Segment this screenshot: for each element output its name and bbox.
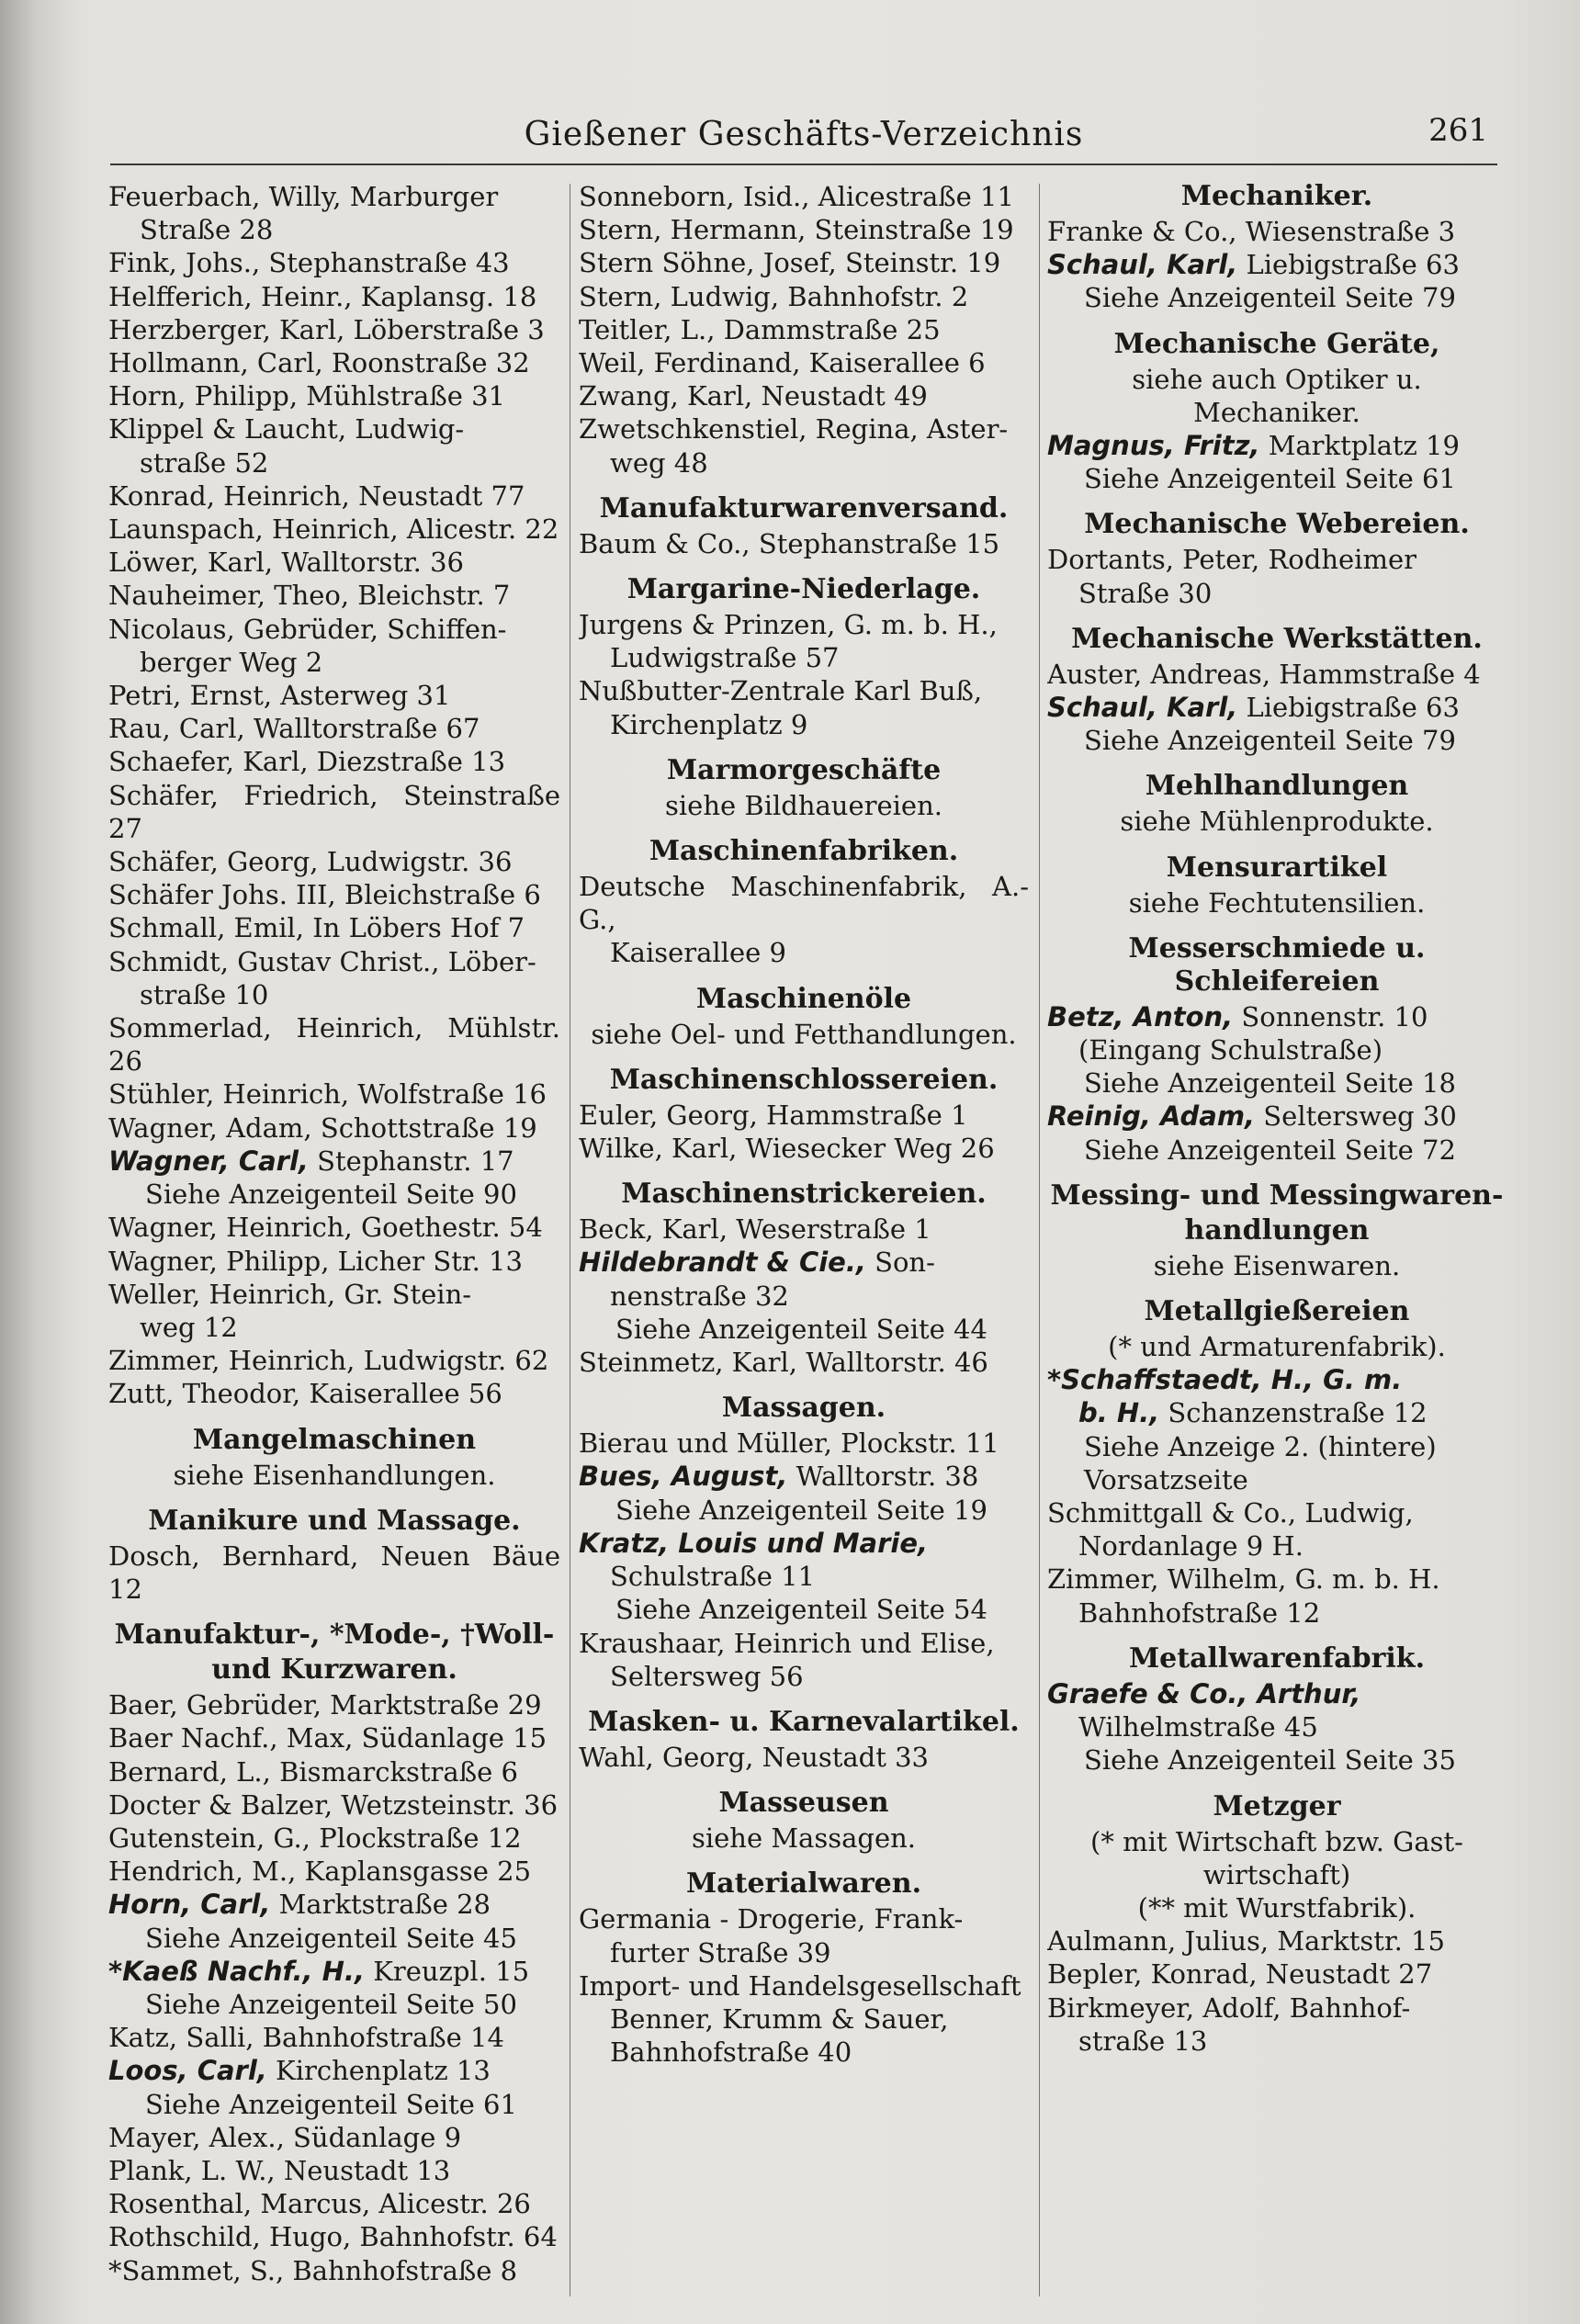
ad-reference: Siehe Anzeigenteil Seite 79: [1084, 725, 1456, 757]
section-heading: Manufakturwarenversand.: [599, 491, 1009, 525]
directory-entry: [108, 712, 560, 745]
entry-address: Schanzenstraße 12: [1168, 1397, 1428, 1429]
cross-reference-note: siehe Massagen.: [691, 1822, 917, 1855]
entry-address: Seltersweg 30: [1263, 1100, 1457, 1133]
entry-line: *Sammet, S., Bahnhofstraße 8: [108, 2254, 518, 2286]
directory-entry: [108, 1211, 560, 1244]
column-middle: [579, 180, 1029, 2293]
entry-name: Loos, Carl,: [108, 2055, 267, 2087]
directory-entry: [108, 878, 560, 911]
directory-entry: [108, 2021, 560, 2054]
section-heading: Masseusen: [718, 1787, 889, 1820]
ad-reference: Siehe Anzeigenteil Seite 61: [1084, 463, 1456, 495]
directory-entry-advertiser: [579, 1460, 1029, 1526]
section-heading: Massagen.: [721, 1392, 886, 1425]
directory-entry: [108, 1755, 560, 1788]
entry-line: Birkmeyer, Adolf, Bahnhof-: [1047, 1991, 1411, 2024]
directory-entry: [579, 1741, 1029, 1774]
directory-entry: [108, 579, 560, 612]
directory-entry-advertiser: [1047, 1677, 1507, 1777]
entry-line: Bepler, Konrad, Neustadt 27: [1047, 1958, 1433, 1991]
column-left: [108, 180, 560, 2293]
entry-line: Weller, Heinrich, Gr. Stein-: [108, 1278, 472, 1310]
entry-line: Wagner, Adam, Schottstraße 19: [108, 1111, 537, 1144]
ad-reference: Siehe Anzeigenteil Seite 35: [1084, 1744, 1456, 1777]
directory-entry: [108, 379, 560, 412]
entry-line: Hendrich, M., Kaplansgasse 25: [108, 1856, 532, 1888]
section-heading: Metzger: [1213, 1789, 1341, 1822]
entry-name: *Kaeß Nachf., H.,: [108, 1955, 365, 1987]
directory-entry: [1047, 1957, 1507, 1991]
section-heading: Masken- u. Karnevalartikel.: [588, 1705, 1020, 1738]
directory-entry: [579, 674, 1029, 740]
cross-reference-note: siehe Oel- und Fetthandlungen.: [591, 1018, 1017, 1050]
entry-line: Mayer, Alex., Südanlage 9: [108, 2121, 462, 2153]
directory-entry: [108, 1077, 560, 1111]
directory-entry-advertiser: [579, 1527, 1029, 1627]
entry-address: Liebigstraße 63: [1246, 249, 1460, 281]
ad-reference: Siehe Anzeigenteil Seite 54: [615, 1594, 988, 1626]
directory-entry-advertiser: [1047, 429, 1507, 495]
directory-entry: [108, 2187, 560, 2220]
entry-address: Schulstraße 11: [610, 1561, 816, 1593]
directory-entry: [579, 346, 1029, 379]
entry-line: Zutt, Theodor, Kaiserallee 56: [108, 1378, 502, 1410]
entry-line: Wahl, Georg, Neustadt 33: [579, 1741, 929, 1773]
entry-line: Stern Söhne, Josef, Steinstr. 19: [579, 247, 1001, 279]
entry-line: Zwetschkenstiel, Regina, Aster-: [579, 413, 1009, 446]
directory-entry: [108, 1344, 560, 1377]
directory-entry-advertiser: [1047, 1100, 1507, 1166]
column-divider: [1039, 184, 1040, 2296]
entry-address: Sonnenstr. 10: [1241, 1000, 1428, 1032]
entry-line: Dortants, Peter, Rodheimer: [1047, 544, 1416, 576]
cross-reference-note: siehe Bildhauereien.: [665, 789, 942, 821]
directory-entry: [108, 180, 560, 246]
entry-line-continued: Straße 30: [1078, 577, 1213, 609]
directory-entry-advertiser: [1047, 248, 1507, 314]
entry-line-continued: Bahnhofstraße 40: [610, 2036, 852, 2069]
entry-line: Nicolaus, Gebrüder, Schiffen-: [108, 613, 507, 645]
page-header: [110, 110, 1497, 165]
directory-entry-advertiser: [108, 1955, 560, 2021]
directory-entry: [579, 1427, 1029, 1460]
entry-line: Euler, Georg, Hammstraße 1: [579, 1099, 968, 1131]
entry-line: Bierau und Müller, Plockstr. 11: [579, 1427, 999, 1460]
entry-line: Schäfer Johs. III, Bleichstraße 6: [108, 879, 541, 911]
entry-line-continued: weg 48: [610, 446, 708, 479]
ad-reference: Siehe Anzeigenteil Seite 18: [1084, 1067, 1456, 1100]
entry-address: Wilhelmstraße 45: [1078, 1711, 1318, 1743]
entry-line: Herzberger, Karl, Löberstraße 3: [108, 313, 545, 345]
directory-entry-advertiser: [1047, 1000, 1507, 1100]
directory-entry: [579, 412, 1029, 479]
entry-line: Baum & Co., Stephanstraße 15: [579, 527, 1000, 559]
section-heading: Messing- und Messingwaren-: [1050, 1179, 1504, 1212]
ad-reference: Siehe Anzeigenteil Seite 90: [145, 1179, 517, 1211]
directory-entry-advertiser: [1047, 691, 1507, 757]
directory-entry: [108, 1788, 560, 1822]
entry-line: Horn, Philipp, Mühlstraße 31: [108, 380, 505, 412]
directory-entry: [1047, 1991, 1507, 2058]
directory-entry: [579, 280, 1029, 313]
directory-entry: [108, 412, 560, 479]
entry-line: Schäfer, Friedrich, Steinstraße 27: [108, 779, 560, 844]
entry-line: Import- und Handelsgesellschaft: [579, 1969, 1021, 2002]
entry-line: Schaefer, Karl, Diezstraße 13: [108, 746, 506, 778]
directory-entry: [108, 2121, 560, 2154]
entry-line: Löwer, Karl, Walltorstr. 36: [108, 547, 464, 579]
section-heading: Manikure und Massage.: [148, 1504, 521, 1537]
directory-entry: [1047, 215, 1507, 248]
entry-address: Kirchenplatz 13: [276, 2055, 491, 2087]
directory-entry: [1047, 1924, 1507, 1957]
directory-entry: [108, 1822, 560, 1855]
directory-entry: [108, 945, 560, 1011]
directory-entry: [1047, 543, 1507, 609]
entry-name: Bues, August,: [579, 1461, 788, 1493]
entry-name: Graefe & Co., Arthur,: [1047, 1677, 1361, 1709]
cross-reference-note: siehe auch Optiker u. Mechaniker.: [1132, 363, 1422, 428]
ad-reference: Siehe Anzeigenteil Seite 45: [145, 1922, 517, 1954]
directory-entry: [579, 1099, 1029, 1132]
cross-reference-note: siehe Fechtutensilien.: [1128, 886, 1426, 919]
section-heading: Maschinenschlossereien.: [609, 1063, 999, 1096]
section-heading: Mensurartikel: [1166, 851, 1388, 884]
entry-line: Beck, Karl, Weserstraße 1: [579, 1213, 931, 1246]
entry-line: Schmall, Emil, In Löbers Hof 7: [108, 912, 525, 944]
entry-line: Docter & Balzer, Wetzsteinstr. 36: [108, 1788, 559, 1821]
entry-line: Hollmann, Carl, Roonstraße 32: [108, 347, 530, 379]
section-heading: Maschinenfabriken.: [649, 835, 959, 868]
entry-line: Rothschild, Hugo, Bahnhofstr. 64: [108, 2221, 558, 2253]
entry-line: Fink, Johs., Stephanstraße 43: [108, 247, 510, 279]
directory-entry: [108, 313, 560, 346]
directory-entry: [108, 2154, 560, 2187]
directory-entry: [108, 779, 560, 845]
directory-entry: [579, 213, 1029, 246]
entry-line-continued: Kaiserallee 9: [610, 937, 786, 969]
cross-reference-note: siehe Eisenhandlungen.: [173, 1459, 496, 1491]
entry-address: Marktstraße 28: [278, 1889, 491, 1921]
section-heading: Messerschmiede u. Schleifereien: [1128, 931, 1426, 998]
entry-name: *Schaffstaedt, H., G. m.: [1047, 1364, 1403, 1396]
directory-entry: [1047, 1562, 1507, 1629]
entry-line: Weil, Ferdinand, Kaiserallee 6: [579, 347, 986, 379]
directory-entry: [579, 1346, 1029, 1379]
entry-line-continued: furter Straße 39: [610, 1936, 831, 1969]
entry-address: Son-: [875, 1247, 935, 1279]
directory-entry: [108, 1245, 560, 1278]
directory-entry-advertiser: [1047, 1363, 1507, 1496]
cross-reference-note: (* mit Wirtschaft bzw. Gast-: [1090, 1825, 1463, 1857]
entry-line: Baer Nachf., Max, Südanlage 15: [108, 1722, 547, 1754]
section-heading: Mangelmaschinen: [192, 1423, 477, 1456]
ad-reference: Siehe Anzeigenteil Seite 61: [145, 2088, 517, 2120]
section-heading: Marmorgeschäfte: [666, 753, 942, 786]
directory-entry-advertiser: [108, 1888, 560, 1954]
directory-entry: [108, 613, 560, 679]
directory-entry: [1047, 658, 1507, 691]
directory-entry: [108, 1688, 560, 1721]
entry-line-continued: straße 10: [140, 978, 269, 1010]
entry-line: Schäfer, Georg, Ludwigstr. 36: [108, 846, 513, 878]
cross-reference-note: siehe Mühlenprodukte.: [1120, 806, 1434, 838]
entry-line: Jurgens & Prinzen, G. m. b. H.,: [579, 609, 998, 641]
entry-name: Schaul, Karl,: [1047, 249, 1238, 281]
entry-line-continued: Benner, Krumm & Sauer,: [610, 2002, 949, 2035]
ad-reference: Siehe Anzeigenteil Seite 79: [1084, 282, 1456, 314]
directory-entry: [108, 479, 560, 513]
section-heading: handlungen: [1184, 1213, 1370, 1247]
entry-line: Stern, Hermann, Steinstraße 19: [579, 214, 1014, 246]
entry-line: Rosenthal, Marcus, Alicestr. 26: [108, 2188, 531, 2220]
section-heading: Mechaniker.: [1180, 180, 1373, 212]
entry-line: Bernard, L., Bismarckstraße 6: [108, 1755, 518, 1788]
header-divider: [110, 164, 1497, 165]
directory-entry: [108, 1377, 560, 1410]
entry-line: Wilke, Karl, Wiesecker Weg 26: [579, 1133, 995, 1165]
entry-line: Helfferich, Heinr., Kaplansg. 18: [108, 280, 537, 312]
ad-reference: Siehe Anzeige 2. (hintere): [1084, 1430, 1437, 1462]
directory-entry: [108, 280, 560, 313]
entry-line: Wagner, Heinrich, Goethestr. 54: [108, 1212, 543, 1244]
directory-entry: [579, 180, 1029, 213]
entry-address: nenstraße 32: [610, 1280, 789, 1312]
entry-address: Kreuzpl. 15: [373, 1955, 530, 1987]
entry-name: Kratz, Louis und Marie,: [579, 1527, 929, 1559]
entry-line: Rau, Carl, Walltorstraße 67: [108, 713, 480, 745]
entry-line-continued: Kirchenplatz 9: [610, 708, 808, 740]
directory-entry: [1047, 1496, 1507, 1562]
entry-line-continued: straße 52: [140, 446, 269, 479]
directory-entry: [108, 1278, 560, 1344]
entry-line: Nauheimer, Theo, Bleichstr. 7: [108, 580, 511, 612]
entry-line: Petri, Ernst, Asterweg 31: [108, 680, 451, 712]
directory-entry: [108, 1011, 560, 1077]
entry-line: Stern, Ludwig, Bahnhofstr. 2: [579, 280, 969, 312]
entry-address: Liebigstraße 63: [1246, 692, 1460, 724]
directory-entry: [108, 745, 560, 778]
entry-line-continued: Seltersweg 56: [610, 1660, 804, 1692]
entry-name: Schaul, Karl,: [1047, 692, 1238, 724]
entry-name: Magnus, Fritz,: [1047, 430, 1260, 462]
directory-entry: [108, 513, 560, 546]
entry-line: Sommerlad, Heinrich, Mühlstr. 26: [108, 1012, 560, 1077]
entry-line: Deutsche Maschinenfabrik, A.-G.,: [579, 871, 1029, 936]
entry-name: Reinig, Adam,: [1047, 1100, 1256, 1133]
entry-line: Zwang, Karl, Neustadt 49: [579, 380, 928, 412]
section-heading: Metallwarenfabrik.: [1128, 1641, 1426, 1675]
cross-reference-note: siehe Eisenwaren.: [1153, 1249, 1401, 1281]
entry-line-continued: Ludwigstraße 57: [610, 642, 840, 674]
entry-address: Stephanstr. 17: [317, 1145, 514, 1177]
directory-entry: [108, 1721, 560, 1754]
directory-entry: [108, 911, 560, 944]
entry-name: Wagner, Carl,: [108, 1145, 309, 1177]
entry-name: Horn, Carl,: [108, 1889, 271, 1921]
directory-entry-advertiser: [108, 1145, 560, 1211]
directory-entry: [579, 313, 1029, 346]
entry-line-continued: berger Weg 2: [140, 646, 323, 678]
section-heading: Mehlhandlungen: [1145, 770, 1409, 803]
entry-name: Hildebrandt & Cie.,: [579, 1247, 866, 1279]
directory-entry: [108, 1855, 560, 1888]
entry-line: Feuerbach, Willy, Marburger: [108, 181, 499, 212]
entry-line: Kraushaar, Heinrich und Elise,: [579, 1627, 995, 1659]
directory-entry: [579, 608, 1029, 674]
directory-entry: [579, 1627, 1029, 1693]
cross-reference-note: (* und Armaturenfabrik).: [1108, 1331, 1446, 1363]
section-heading: Maschinenöle: [695, 982, 912, 1015]
entry-address: Marktplatz 19: [1268, 430, 1460, 462]
directory-entry: [108, 845, 560, 878]
ad-reference: Siehe Anzeigenteil Seite 72: [1084, 1134, 1456, 1166]
section-heading: Metallgießereien: [1144, 1295, 1410, 1328]
entry-line: Auster, Andreas, Hammstraße 4: [1047, 658, 1481, 690]
entry-line: Stühler, Heinrich, Wolfstraße 16: [108, 1078, 547, 1111]
entry-line: Schmittgall & Co., Ludwig,: [1047, 1497, 1414, 1529]
entry-line: Launspach, Heinrich, Alicestr. 22: [108, 513, 559, 546]
directory-entry: [579, 246, 1029, 279]
entry-line: Zimmer, Heinrich, Ludwigstr. 62: [108, 1345, 549, 1377]
directory-entry: [108, 1540, 560, 1606]
column-right: [1047, 180, 1507, 2293]
entry-line-continued: Nordanlage 9 H.: [1078, 1530, 1304, 1562]
entry-line: Baer, Gebrüder, Marktstraße 29: [108, 1689, 542, 1721]
entry-line: Teitler, L., Dammstraße 25: [579, 313, 941, 345]
directory-entry: [579, 379, 1029, 412]
entry-line: Germania - Drogerie, Frank-: [579, 1903, 964, 1935]
entry-name-continued: b. H.,: [1078, 1397, 1160, 1429]
directory-entry: [108, 246, 560, 279]
section-heading: Manufaktur-, *Mode-, †Woll-: [114, 1619, 555, 1652]
ad-reference: Siehe Anzeigenteil Seite 44: [615, 1313, 988, 1345]
entry-name: Betz, Anton,: [1047, 1000, 1234, 1032]
page-number: 261: [1428, 112, 1488, 149]
entry-line-continued: Bahnhofstraße 12: [1078, 1596, 1321, 1629]
entry-line: Franke & Co., Wiesenstraße 3: [1047, 216, 1456, 247]
section-heading: und Kurzwaren.: [211, 1653, 457, 1687]
entry-line: Konrad, Heinrich, Neustadt 77: [108, 479, 525, 512]
section-heading: Mechanische Webereien.: [1084, 508, 1470, 541]
entry-line: Gutenstein, G., Plockstraße 12: [108, 1822, 522, 1854]
entry-line: Aulmann, Julius, Marktstr. 15: [1047, 1925, 1445, 1957]
entry-address: Walltorstr. 38: [796, 1461, 979, 1493]
section-heading: Mechanische Geräte,: [1113, 327, 1440, 360]
entry-line: Katz, Salli, Bahnhofstraße 14: [108, 2022, 504, 2054]
section-heading: Materialwaren.: [685, 1867, 922, 1901]
entry-line-continued: weg 12: [140, 1311, 238, 1343]
ad-reference: Siehe Anzeigenteil Seite 19: [615, 1494, 988, 1526]
directory-entry: [579, 1213, 1029, 1246]
page-title: Gießener Geschäfts-Verzeichnis: [524, 116, 1084, 153]
entry-line: Plank, L. W., Neustadt 13: [108, 2154, 451, 2186]
directory-entry: [108, 346, 560, 379]
directory-entry: [579, 1902, 1029, 1969]
cross-reference-note: wirtschaft): [1202, 1858, 1351, 1890]
entry-line: Wagner, Philipp, Licher Str. 13: [108, 1245, 523, 1277]
directory-entry: [579, 870, 1029, 970]
directory-entry: [108, 2220, 560, 2253]
cross-reference-note: (** mit Wurstfabrik).: [1137, 1891, 1416, 1924]
directory-entry: [108, 546, 560, 579]
entry-line: Nußbutter-Zentrale Karl Buß,: [579, 675, 983, 707]
entry-line-continued: straße 13: [1078, 2025, 1208, 2057]
entry-line-continued: Straße 28: [140, 214, 274, 246]
directory-entry: [579, 1132, 1029, 1165]
entry-line: Klippel & Laucht, Ludwig-: [108, 413, 465, 446]
entry-line: Sonneborn, Isid., Alicestraße 11: [579, 181, 1014, 212]
directory-entry: [108, 1111, 560, 1145]
ad-reference: Vorsatzseite: [1084, 1463, 1248, 1495]
directory-entry-advertiser: [579, 1246, 1029, 1346]
directory-entry: [579, 527, 1029, 560]
directory-entry: [108, 679, 560, 712]
section-heading: Margarine-Niederlage.: [626, 573, 981, 606]
directory-entry: [108, 2254, 560, 2287]
section-heading: Maschinenstrickereien.: [621, 1178, 987, 1211]
entry-line: Zimmer, Wilhelm, G. m. b. H.: [1047, 1563, 1440, 1596]
directory-entry-advertiser: [108, 2054, 560, 2120]
entry-line: Steinmetz, Karl, Walltorstr. 46: [579, 1347, 988, 1379]
entry-line: Dosch, Bernhard, Neuen Bäue 12: [108, 1540, 560, 1605]
directory-entry: [579, 1969, 1029, 2070]
section-heading: Mechanische Werkstätten.: [1071, 622, 1483, 655]
entry-line: Schmidt, Gustav Christ., Löber-: [108, 945, 536, 977]
entry-address: (Eingang Schulstraße): [1078, 1034, 1383, 1066]
ad-reference: Siehe Anzeigenteil Seite 50: [145, 1988, 517, 2020]
